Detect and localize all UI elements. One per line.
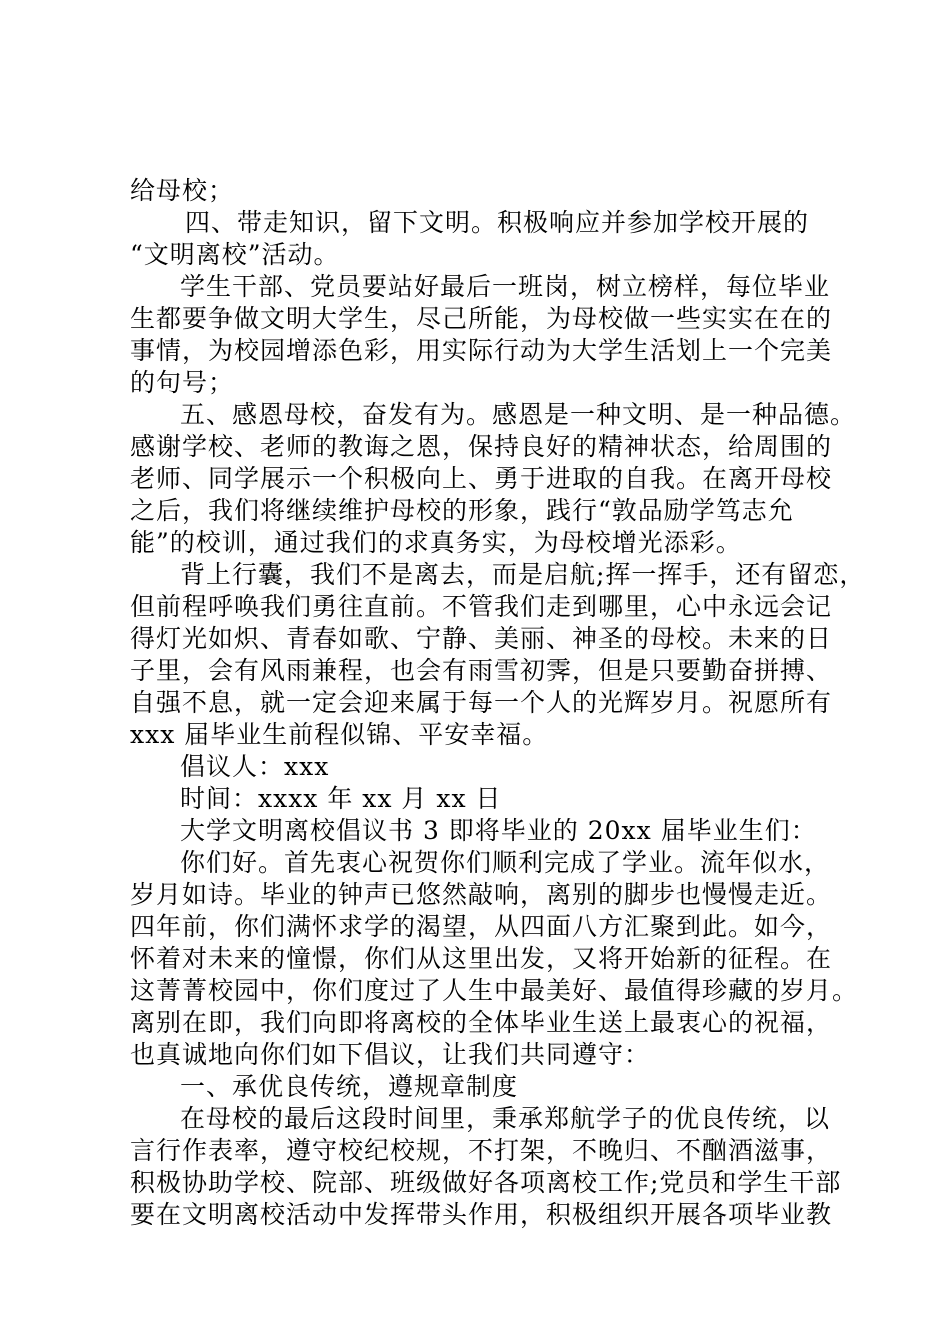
text-line: 给母校； bbox=[130, 176, 235, 205]
text-line: 得灯光如炽、青春如歌、宁静、美丽、神圣的母校。未来的日 bbox=[130, 624, 833, 653]
text-line: 之后，我们将继续维护母校的形象，践行“敦品励学笃志允 bbox=[130, 496, 794, 525]
text-line: 大学文明离校倡议书 3 即将毕业的 20xx 届毕业生们： bbox=[180, 816, 817, 845]
text-line: 时间：xxxx 年 xx 月 xx 日 bbox=[180, 784, 502, 813]
text-line: 自强不息，就一定会迎来属于每一个人的光辉岁月。祝愿所有 bbox=[130, 688, 833, 717]
text-line: 学生干部、党员要站好最后一班岗，树立榜样，每位毕业 bbox=[180, 272, 831, 301]
text-line: 积极协助学校、院部、班级做好各项离校工作;党员和学生干部 bbox=[130, 1168, 842, 1197]
text-line: 一、承优良传统，遵规章制度 bbox=[180, 1072, 519, 1101]
text-line: 背上行囊，我们不是离去，而是启航;挥一挥手，还有留恋， bbox=[180, 560, 866, 589]
text-line: 生都要争做文明大学生，尽己所能，为母校做一些实实在在的 bbox=[130, 304, 833, 333]
text-line: 老师、同学展示一个积极向上、勇于进取的自我。在离开母校 bbox=[130, 464, 833, 493]
text-line: 四年前，你们满怀求学的渴望，从四面八方汇聚到此。如今， bbox=[130, 912, 833, 941]
text-line: 怀着对未来的憧憬，你们从这里出发，又将开始新的征程。在 bbox=[130, 944, 833, 973]
text-line: 离别在即，我们向即将离校的全体毕业生送上最衷心的祝福， bbox=[130, 1008, 833, 1037]
text-line: 能”的校训，通过我们的求真务实，为母校增光添彩。 bbox=[130, 528, 742, 557]
text-line: “文明离校”活动。 bbox=[130, 240, 340, 269]
text-line: 但前程呼唤我们勇往直前。不管我们走到哪里，心中永远会记 bbox=[130, 592, 833, 621]
text-line: 岁月如诗。毕业的钟声已悠然敲响，离别的脚步也慢慢走近。 bbox=[130, 880, 833, 909]
text-line: 感谢学校、老师的教诲之恩，保持良好的精神状态，给周围的 bbox=[130, 432, 833, 461]
text-line: 要在文明离校活动中发挥带头作用，积极组织开展各项毕业教 bbox=[130, 1200, 833, 1229]
text-line: 倡议人：xxx bbox=[180, 752, 330, 781]
text-line: 子里，会有风雨兼程，也会有雨雪初霁，但是只要勤奋拼搏、 bbox=[130, 656, 833, 685]
text-line: 你们好。首先衷心祝贺你们顺利完成了学业。流年似水， bbox=[180, 848, 831, 877]
text-line: 言行作表率，遵守校纪校规，不打架，不晚归、不酗酒滋事， bbox=[130, 1136, 833, 1165]
text-line: 四、带走知识，留下文明。积极响应并参加学校开展的 bbox=[185, 208, 810, 237]
text-line: 五、感恩母校，奋发有为。感恩是一种文明、是一种品德。 bbox=[180, 400, 857, 429]
text-line: 事情，为校园增添色彩，用实际行动为大学生活划上一个完美 bbox=[130, 336, 833, 365]
text-line: 这菁菁校园中，你们度过了人生中最美好、最值得珍藏的岁月。 bbox=[130, 976, 859, 1005]
text-line: 在母校的最后这段时间里，秉承郑航学子的优良传统，以 bbox=[180, 1104, 831, 1133]
text-line: 也真诚地向你们如下倡议，让我们共同遵守： bbox=[130, 1040, 651, 1069]
text-line: 的句号； bbox=[130, 368, 235, 397]
text-line: xxx 届毕业生前程似锦、平安幸福。 bbox=[130, 720, 549, 749]
